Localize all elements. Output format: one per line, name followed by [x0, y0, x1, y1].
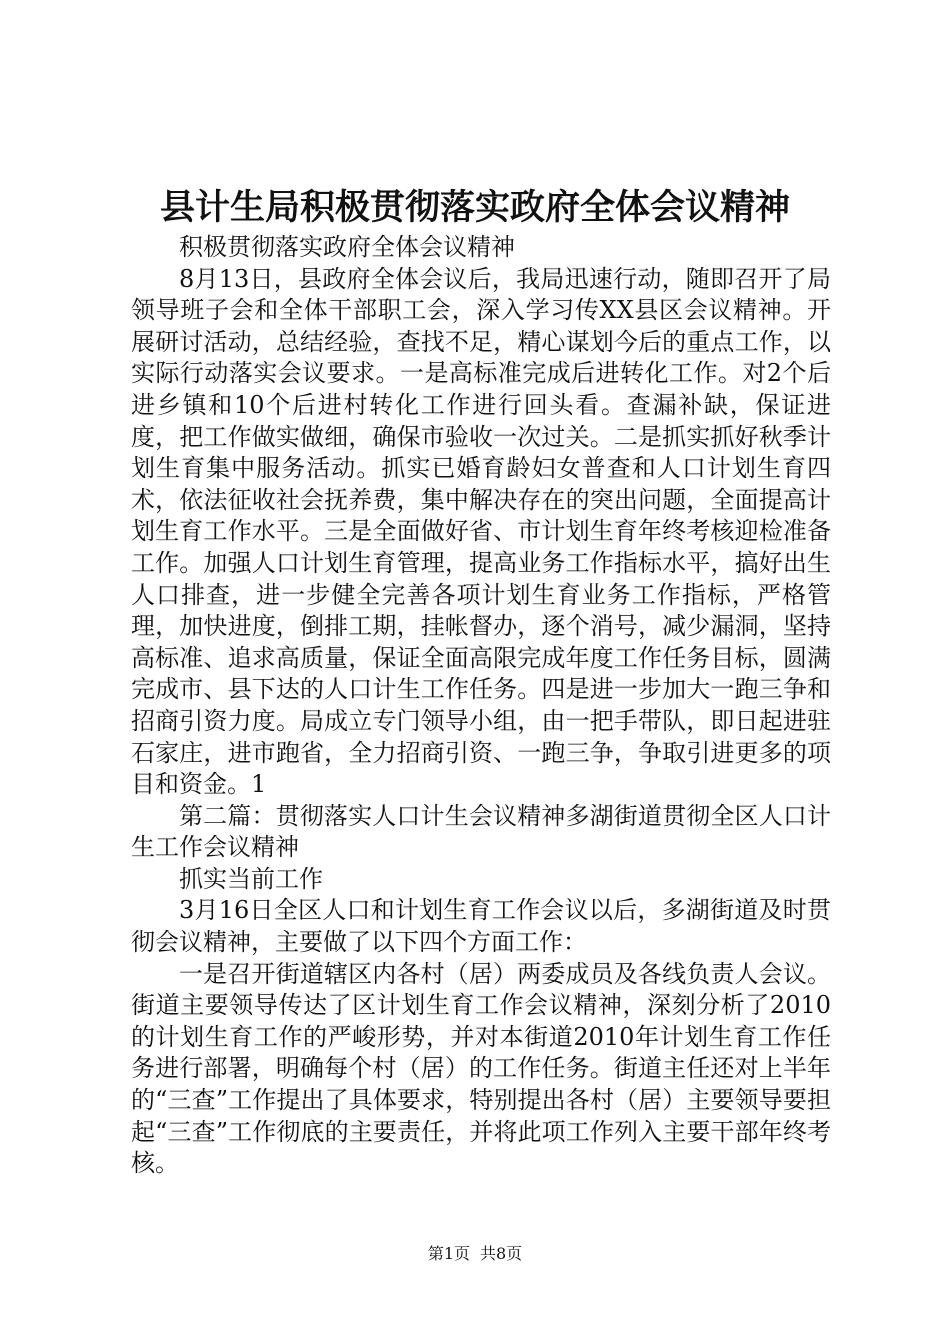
document-body [131, 232, 831, 1180]
document-title: 县计生局积极贯彻落实政府全体会议精神 [159, 187, 790, 228]
section-heading-paragraph: 第二篇：贯彻落实人口计生会议精神多湖街道贯彻全区人口计生工作会议精神 [131, 801, 831, 862]
page-number: 第1页 [427, 1244, 470, 1263]
subtitle-paragraph: 积极贯彻落实政府全体会议精神 [179, 233, 515, 261]
body-paragraph: 3月16日全区人口和计划生育工作会议以后，多湖街道及时贯彻会议精神，主要做了以下四个方面工作： [131, 896, 831, 957]
body-paragraph: 8月13日，县政府全体会议后，我局迅速行动，随即召开了局领导班子会和全体干部职工会，深入学习传XX县区会议精神。开展研讨活动，总结经验，查找不足，精心谋划今后的重点工作，以实际行动落实会议要求。一是高标准完成后进转化工作。对2个后进乡镇和10个后进村转化工作进行回头看。查漏补缺，保证进度，把工作做实做细，确保市验收一次过关。二是抓实抓好秋季计划生育集中服务活动。抓实已婚育龄妇女普查和人口计划生育四术，依法征收社会抚养费，集中解决存在的突出问题，全面提高计划生育工作水平。三是全面做好省、市计划生育年终考核迎检准备工作。加强人口计划生育管理，提高业务工作指标水平，搞好出生人口排查，进一步健全完善各项计划生育业务工作指标，严格管理，加快进度，倒排工期，挂帐督办，逐个消号，减少漏洞，坚持高标准、追求高质量，保证全面高限完成年度工作任务目标，圆满完成市、县下达的人口计生工作任务。四是进一步加大一跑三争和招商引资力度。局成立专门领导小组，由一把手带队，即日起进驻石家庄，进市跑省，全力招商引资、一跑三争，争取引进更多的项目和资金。1 [131, 264, 831, 799]
page-footer [0, 1243, 950, 1265]
body-paragraph: 一是召开街道辖区内各村（居）两委成员及各线负责人会议。街道主要领导传达了区计划生育工作会议精神，深刻分析了2010的计划生育工作的严峻形势，并对本街道2010年计划生育工作任务进行部署，明确每个村（居）的工作任务。街道主任还对上半年的“三查”工作提出了具体要求，特别提出各村（居）主要领导要担起“三查”工作彻底的主要责任，并将此项工作列入主要干部年终考核。 [131, 959, 831, 1178]
page-total: 共8页 [480, 1244, 523, 1263]
body-paragraph: 抓实当前工作 [179, 864, 323, 893]
